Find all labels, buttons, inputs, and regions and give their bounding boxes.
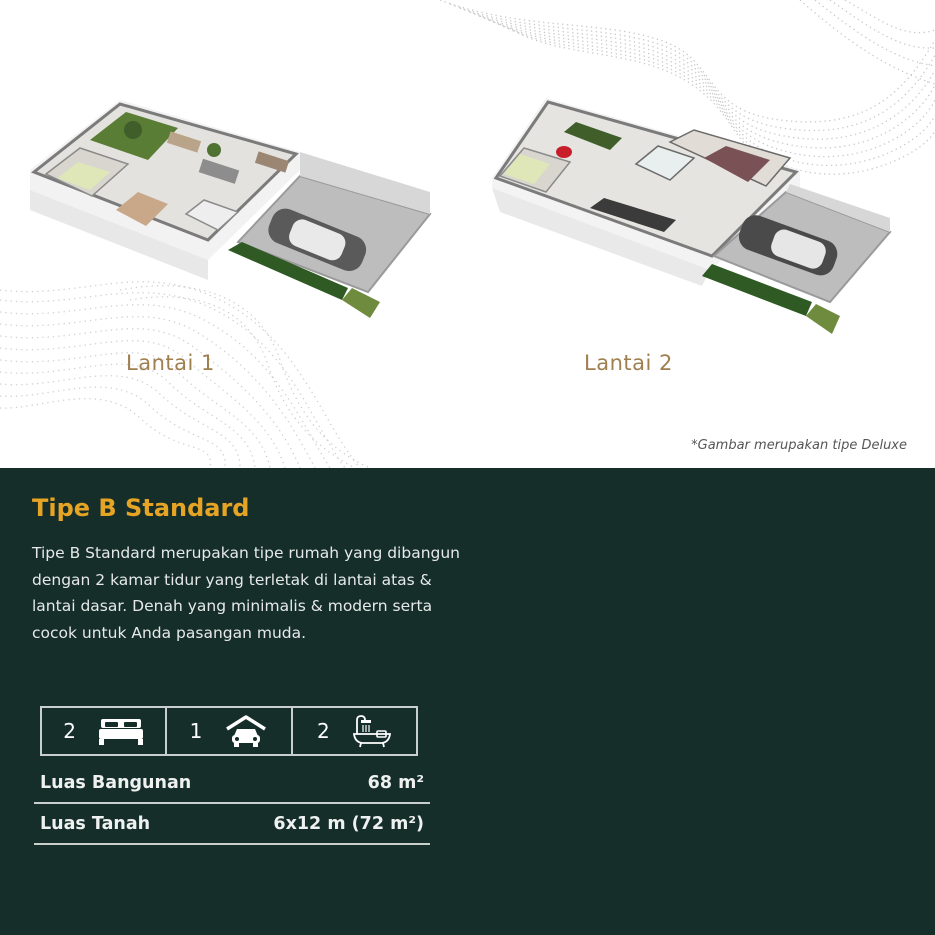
spec-label: Luas Bangunan <box>40 773 192 793</box>
feature-garage <box>167 708 292 754</box>
bathroom-count: 2 <box>316 719 330 743</box>
spec-row-land-area <box>34 805 430 845</box>
feature-bedrooms <box>42 708 167 754</box>
floor-label-lantai-2: Lantai 2 <box>584 351 673 375</box>
floor-label-lantai-1: Lantai 1 <box>126 351 215 375</box>
bathtub-icon <box>352 714 392 748</box>
unit-info-panel <box>0 468 935 935</box>
feature-summary <box>40 706 418 756</box>
floor-plan-image-lantai-1 <box>28 92 433 332</box>
spec-label: Luas Tanah <box>40 814 151 834</box>
bedroom-count: 2 <box>63 719 77 743</box>
spec-row-building-area <box>34 764 430 804</box>
floor-plan-image-lantai-2 <box>490 88 895 338</box>
garage-car-icon <box>224 714 268 748</box>
feature-bathrooms <box>293 708 416 754</box>
bed-icon <box>98 716 144 746</box>
image-disclaimer-note: *Gambar merupakan tipe Deluxe <box>691 438 907 453</box>
spec-value: 6x12 m (72 m²) <box>273 814 424 834</box>
garage-count: 1 <box>189 719 203 743</box>
unit-title: Tipe B Standard <box>32 494 250 522</box>
unit-description: Tipe B Standard merupakan tipe rumah yang dibangun dengan 2 kamar tidur yang terletak di lantai atas & lantai dasar. Denah yang minimalis & modern serta cocok untuk Anda pasangan muda. <box>32 544 461 642</box>
spec-value: 68 m² <box>367 773 424 793</box>
